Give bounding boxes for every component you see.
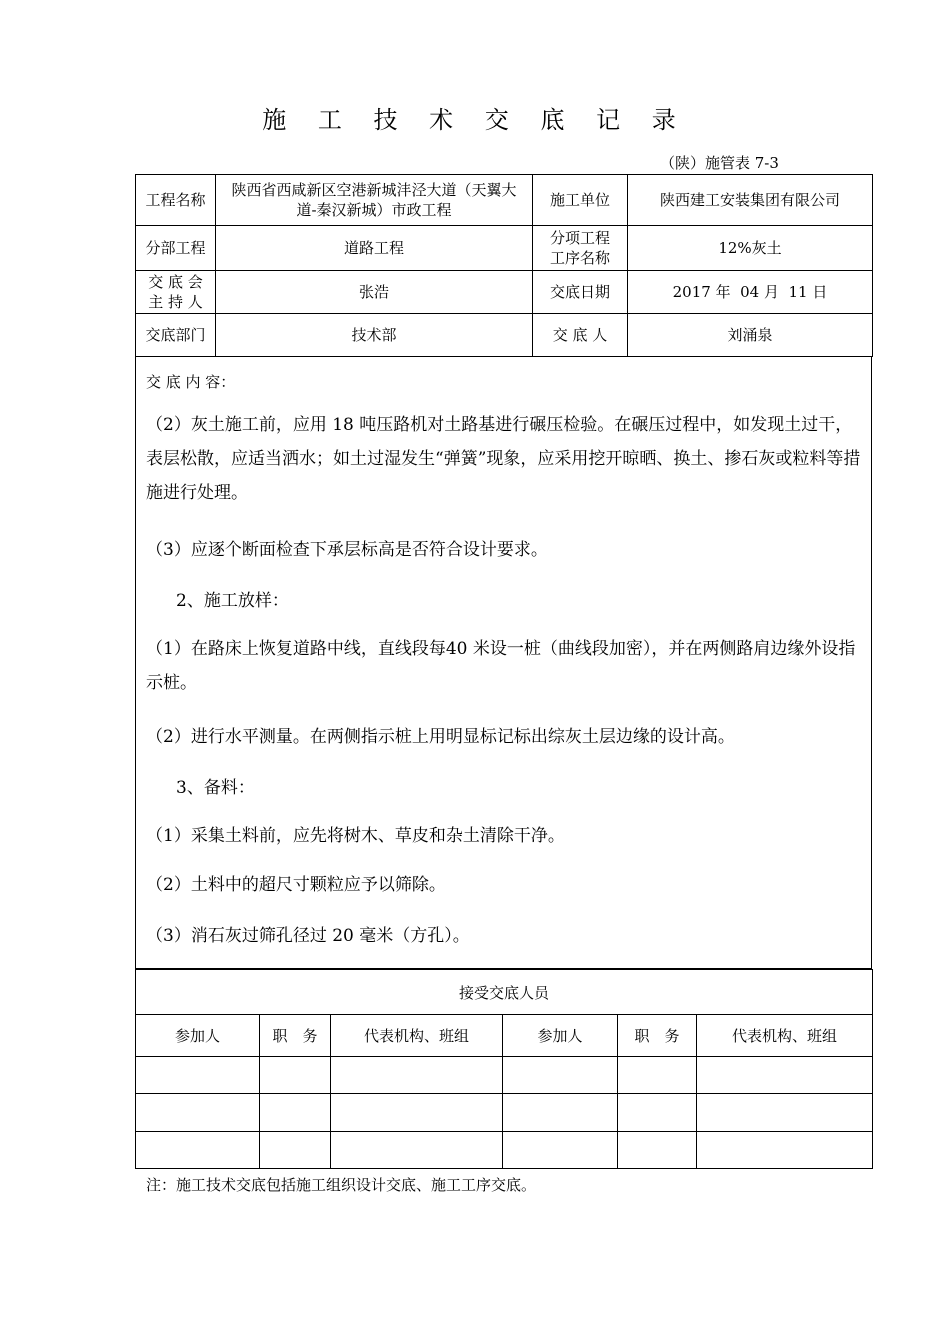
host-label: 交 底 会主 持 人 bbox=[136, 271, 216, 314]
content-paragraph: （1）采集土料前，应先将树木、草皮和杂土清除干净。 bbox=[146, 826, 565, 846]
blank-cell[interactable] bbox=[697, 1094, 873, 1132]
content-paragraph: （2）灰土施工前，应用 18 吨压路机对土路基进行碾压检验。在碾压过程中，如发现土过干，表层松散，应适当洒水；如土过湿发生“弹簧”现象，应采用挖开晾晒、换土、掺石灰或粒料等措施进行处理。 bbox=[146, 415, 861, 503]
blank-cell[interactable] bbox=[331, 1132, 503, 1169]
col-position: 职 务 bbox=[618, 1015, 697, 1057]
blank-cell[interactable] bbox=[618, 1132, 697, 1169]
item-value: 12%灰土 bbox=[628, 226, 873, 271]
blank-cell[interactable] bbox=[260, 1132, 331, 1169]
blank-cell[interactable] bbox=[618, 1057, 697, 1094]
blank-cell[interactable] bbox=[136, 1057, 260, 1094]
content-paragraph: （2）土料中的超尺寸颗粒应予以筛除。 bbox=[146, 875, 446, 895]
table-row bbox=[136, 1132, 873, 1169]
content-paragraph: （2）进行水平测量。在两侧指示桩上用明显标记标出综灰土层边缘的设计高。 bbox=[146, 727, 735, 747]
content-label: 交 底 内 容： bbox=[146, 373, 236, 391]
content-paragraph: （3）消石灰过筛孔径过 20 毫米（方孔）。 bbox=[146, 926, 470, 946]
blank-cell[interactable] bbox=[618, 1094, 697, 1132]
person-label: 交 底 人 bbox=[533, 314, 628, 357]
form-number: （陕）施管表 7-3 bbox=[660, 154, 779, 172]
construction-unit-label: 施工单位 bbox=[533, 175, 628, 226]
blank-cell[interactable] bbox=[503, 1057, 618, 1094]
sub-project-value: 道路工程 bbox=[216, 226, 533, 271]
table-row bbox=[136, 1094, 873, 1132]
blank-cell[interactable] bbox=[136, 1132, 260, 1169]
col-participant: 参加人 bbox=[136, 1015, 260, 1057]
table-row bbox=[136, 1057, 873, 1094]
col-org: 代表机构、班组 bbox=[331, 1015, 503, 1057]
col-position: 职 务 bbox=[260, 1015, 331, 1057]
content-paragraph: 3、备料： bbox=[176, 778, 255, 798]
col-participant: 参加人 bbox=[503, 1015, 618, 1057]
sub-project-label: 分部工程 bbox=[136, 226, 216, 271]
blank-cell[interactable] bbox=[331, 1094, 503, 1132]
col-org: 代表机构、班组 bbox=[697, 1015, 873, 1057]
content-paragraph: （1）在路床上恢复道路中线，直线段每40 米设一桩（曲线段加密），并在两侧路肩边缘外设指示桩。 bbox=[146, 639, 856, 693]
content-paragraph: （3）应逐个断面检查下承层标高是否符合设计要求。 bbox=[146, 540, 548, 560]
dept-value: 技术部 bbox=[216, 314, 533, 357]
blank-cell[interactable] bbox=[136, 1094, 260, 1132]
blank-cell[interactable] bbox=[503, 1094, 618, 1132]
receive-title: 接受交底人员 bbox=[136, 970, 873, 1015]
blank-cell[interactable] bbox=[503, 1132, 618, 1169]
footnote: 注：施工技术交底包括施工组织设计交底、施工工序交底。 bbox=[146, 1176, 537, 1194]
blank-cell[interactable] bbox=[260, 1057, 331, 1094]
receive-table bbox=[135, 969, 873, 1169]
blank-cell[interactable] bbox=[697, 1057, 873, 1094]
date-value: 2017 年 04 月 11 日 bbox=[628, 271, 873, 314]
header-table bbox=[135, 174, 873, 357]
content-paragraph: 2、施工放样： bbox=[176, 591, 289, 611]
page-title: 施 工 技 术 交 底 记 录 bbox=[262, 106, 688, 134]
construction-unit-value: 陕西建工安装集团有限公司 bbox=[628, 175, 873, 226]
dept-label: 交底部门 bbox=[136, 314, 216, 357]
item-label: 分项工程工序名称 bbox=[533, 226, 628, 271]
blank-cell[interactable] bbox=[697, 1132, 873, 1169]
content-area bbox=[135, 357, 872, 969]
project-name-value: 陕西省西咸新区空港新城沣泾大道（天翼大道-秦汉新城）市政工程 bbox=[216, 175, 533, 226]
blank-cell[interactable] bbox=[331, 1057, 503, 1094]
project-name-label: 工程名称 bbox=[136, 175, 216, 226]
person-value: 刘涌泉 bbox=[628, 314, 873, 357]
blank-cell[interactable] bbox=[260, 1094, 331, 1132]
host-value: 张浩 bbox=[216, 271, 533, 314]
date-label: 交底日期 bbox=[533, 271, 628, 314]
